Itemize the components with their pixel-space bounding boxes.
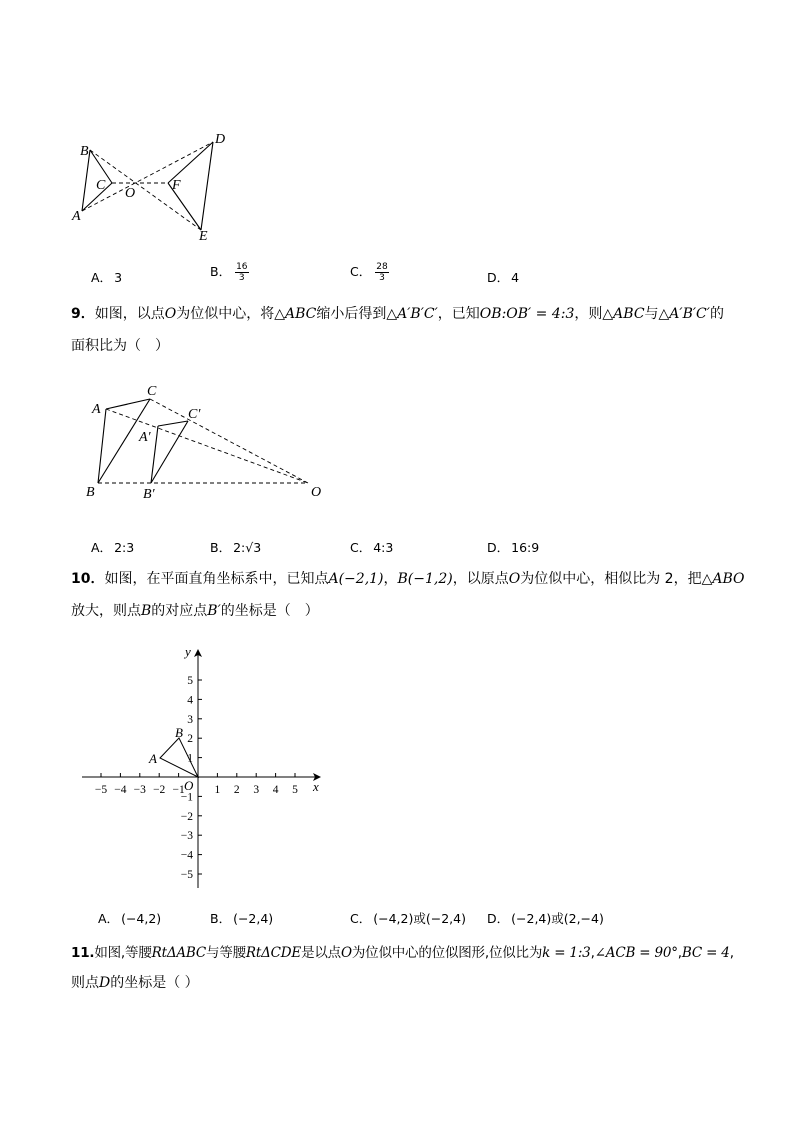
q8-option-c-fraction: $\frac{28}{3}$ bbox=[376, 262, 388, 283]
q10-label-y: y bbox=[185, 644, 191, 659]
q9-option-d[interactable]: D． 16:9 bbox=[487, 540, 540, 555]
q8-option-b-fraction: $\frac{16}{3}$ bbox=[236, 262, 248, 283]
q9-label-o: O bbox=[311, 485, 322, 500]
q8-label-d: D bbox=[215, 132, 226, 147]
q10-x-tick-label: 5 bbox=[292, 784, 298, 796]
q8-label-c: C bbox=[96, 178, 106, 193]
q10-x-tick-label: −2 bbox=[153, 784, 166, 796]
q9-label-b: B bbox=[86, 485, 95, 500]
q10-x-tick-label: −5 bbox=[94, 784, 108, 796]
q8-option-d[interactable]: D． 4 bbox=[487, 270, 520, 285]
q9-figure bbox=[80, 380, 330, 505]
q8-label-a: A bbox=[72, 209, 81, 224]
q8-option-a[interactable]: A． 3 bbox=[91, 270, 123, 285]
q10-y-tick-label: 2 bbox=[187, 733, 193, 746]
q10-y-tick-label: −4 bbox=[180, 849, 193, 862]
q9-question-line2: 面积比为（ ） bbox=[71, 338, 169, 354]
q8-option-b[interactable]: B． $\frac{16}{3}$ bbox=[210, 262, 248, 283]
q9-option-b[interactable]: B． 2:√3 bbox=[210, 540, 262, 555]
q8-label-e: E bbox=[199, 229, 208, 244]
q9-label-a-prime: A′ bbox=[139, 430, 151, 445]
q8-option-c[interactable]: C． $\frac{28}{3}$ bbox=[350, 262, 388, 283]
q10-x-tick-label: 4 bbox=[272, 784, 279, 796]
q10-x-tick-label: −1 bbox=[172, 784, 185, 796]
q10-figure bbox=[78, 642, 328, 894]
q9-option-c[interactable]: C． 4:3 bbox=[350, 540, 394, 555]
q10-x-tick-label: −4 bbox=[114, 784, 127, 796]
q10-label-x: x bbox=[313, 779, 319, 794]
q10-option-d[interactable]: D． (−2,4)或(2,−4) bbox=[487, 911, 604, 926]
q8-label-o: O bbox=[125, 186, 136, 201]
q10-x-tick-label: −3 bbox=[133, 784, 146, 796]
q10-label-o: O bbox=[184, 778, 194, 793]
q8-label-b: B bbox=[80, 144, 89, 159]
q8-figure bbox=[60, 125, 260, 250]
q9-label-b-prime: B′ bbox=[143, 487, 155, 502]
q10-y-tick-label: −2 bbox=[180, 810, 193, 823]
q10-x-tick-label: 1 bbox=[214, 784, 221, 796]
q10-y-tick-label: 4 bbox=[187, 694, 193, 707]
q10-y-tick-label: 1 bbox=[187, 752, 193, 765]
q10-y-tick-label: −1 bbox=[180, 791, 193, 804]
q10-question-line1: 10．如图，在平面直角坐标系中，已知点A(−2,1)，B(−1,2)，以原点O为位似中心，相似比为 2，把△ABO bbox=[71, 571, 745, 587]
q11-question-line1: 11.如图,等腰RtΔABC与等腰RtΔCDE是以点O为位似中心的位似图形,位似比为k = 1:3,∠ACB = 90°,BC = 4, bbox=[71, 945, 734, 961]
q9-label-a: A bbox=[92, 402, 101, 417]
q9-option-a[interactable]: A． 2:3 bbox=[91, 540, 135, 555]
q10-question-line2: 放大，则点B的对应点B′的坐标是（ ） bbox=[71, 603, 319, 619]
q10-y-tick-label: 5 bbox=[187, 675, 193, 687]
q8-label-f: F bbox=[172, 178, 181, 193]
q9-label-c-prime: C′ bbox=[188, 407, 201, 422]
q10-y-tick-label: 3 bbox=[187, 713, 193, 726]
q10-option-c[interactable]: C． (−4,2)或(−2,4) bbox=[350, 911, 466, 926]
q10-y-tick-label: −3 bbox=[180, 830, 193, 843]
q9-question-line1: 9．如图，以点O为位似中心，将△ABC缩小后得到△A′B′C′，已知OB:OB′ = 4:3，则△ABC与△A′B′C′的 bbox=[71, 306, 724, 322]
q10-label-a: A bbox=[149, 751, 157, 766]
q10-x-tick-label: 2 bbox=[233, 784, 240, 796]
q11-question-line2: 则点D的坐标是（ ） bbox=[71, 975, 199, 991]
q10-x-tick-label: 3 bbox=[253, 784, 260, 796]
q9-label-c: C bbox=[147, 384, 157, 399]
q10-option-b[interactable]: B． (−2,4) bbox=[210, 911, 274, 926]
q10-y-tick-label: −5 bbox=[180, 869, 193, 881]
q10-label-b: B bbox=[175, 725, 183, 740]
q10-option-a[interactable]: A． (−4,2) bbox=[98, 911, 162, 926]
